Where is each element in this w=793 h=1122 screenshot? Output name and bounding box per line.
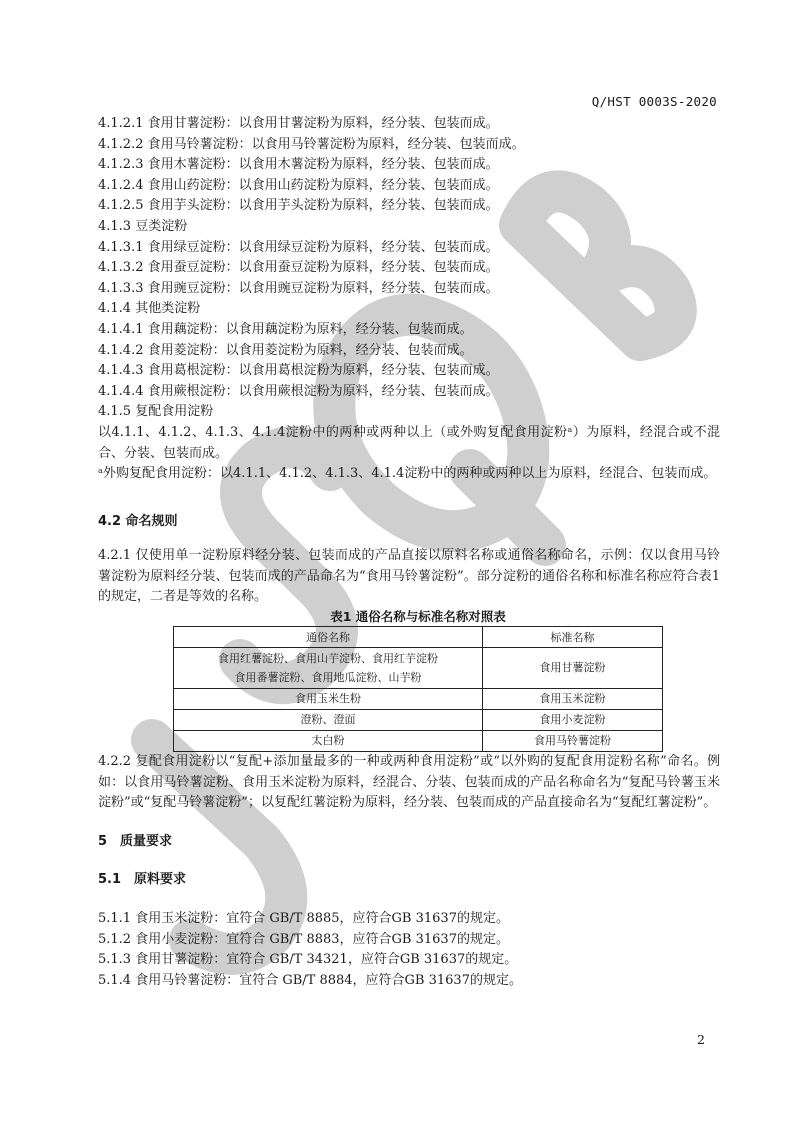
clause-line: 4.1.2.5 食用芋头淀粉：以食用芋头淀粉为原料，经分装、包装而成。 — [98, 198, 499, 214]
compound-starch-definition: 以4.1.1、4.1.2、4.1.3、4.1.4淀粉中的两种或两种以上（或外购复配食用淀粉ᵃ）为原料，经混合或不混合、分装、包装而成。 — [98, 424, 720, 461]
clause-line: 4.1.2.3 食用木薯淀粉：以食用木薯淀粉为原料，经分装、包装而成。 — [98, 157, 499, 173]
table-row — [174, 689, 663, 710]
clause-line: 5.1.1 食用玉米淀粉：宜符合 GB/T 8885，应符合GB 31637的规定。 — [98, 911, 509, 927]
table-cell-common-name — [174, 648, 483, 689]
clause-line: 4.1.4.2 食用菱淀粉：以食用菱淀粉为原料，经分装、包装而成。 — [98, 342, 473, 358]
table-cell-standard-name: 食用马铃薯淀粉 — [483, 731, 663, 752]
clause-line: 4.1.2.1 食用甘薯淀粉：以食用甘薯淀粉为原料，经分装、包装而成。 — [98, 116, 499, 131]
clause-line: 4.1.3.2 食用蚕豆淀粉：以食用蚕豆淀粉为原料，经分装、包装而成。 — [98, 260, 499, 276]
table-caption: 表1 通俗名称与标准名称对照表 — [330, 609, 506, 625]
clause-heading: 4.1.5 复配食用淀粉 — [98, 404, 214, 420]
naming-rule-paragraph-2: 4.2.2 复配食用淀粉以“复配+添加量最多的一种或两种食用淀粉”或“以外购的复配食用淀粉名称”命名。例如：以食用马铃薯淀粉、食用玉米淀粉为原料，经混合、分装、包装而成的产品名称命名为“复配马铃薯玉米淀粉”或“复配马铃薯淀粉”；以复配红薯淀粉为原料，经分装、包装而成的产品直接命名为“复配红薯淀粉”。 — [98, 754, 720, 811]
clause-line: 4.1.4.4 食用蕨根淀粉：以食用蕨根淀粉为原料，经分装、包装而成。 — [98, 383, 499, 399]
naming-rule-paragraph-1: 4.2.1 仅使用单一淀粉原料经分装、包装而成的产品直接以原料名称或通俗名称命名，示例：仅以食用马铃薯淀粉为原料经分装、包装而成的产品命名为“食用马铃薯淀粉”。部分淀粉的通俗名称和标准名称应符合表1的规定，二者是等效的名称。 — [98, 548, 720, 605]
clause-line: 4.1.3.3 食用豌豆淀粉：以食用豌豆淀粉为原料，经分装、包装而成。 — [98, 280, 499, 296]
clause-heading: 4.1.3 豆类淀粉 — [98, 218, 188, 234]
page-content — [98, 114, 720, 991]
footnote: ᵃ外购复配食用淀粉：以4.1.1、4.1.2、4.1.3、4.1.4淀粉中的两种或两种以上为原料，经混合、包装而成。 — [98, 466, 717, 482]
table-cell-common-name: 食用玉米生粉 — [174, 689, 483, 710]
cell-line: 食用红薯淀粉、食用山芋淀粉、食用红芋淀粉 — [218, 652, 438, 666]
clause-heading: 4.1.4 其他类淀粉 — [98, 301, 201, 317]
table-cell-common-name: 太白粉 — [174, 731, 483, 752]
clause-line: 4.1.4.1 食用藕淀粉：以食用藕淀粉为原料，经分装、包装而成。 — [98, 321, 473, 337]
table-cell-standard-name: 食用小麦淀粉 — [483, 710, 663, 731]
section-heading-naming-rules: 4.2 命名规则 — [98, 513, 178, 529]
page-number: 2 — [697, 1032, 705, 1047]
clause-line: 4.1.2.2 食用马铃薯淀粉：以食用马铃薯淀粉为原料，经分装、包装而成。 — [98, 136, 525, 152]
table-header-common-name: 通俗名称 — [174, 627, 483, 648]
table-header-standard-name: 标准名称 — [483, 627, 663, 648]
name-comparison-table — [173, 626, 663, 752]
clause-line: 5.1.4 食用马铃薯淀粉：宜符合 GB/T 8884，应符合GB 31637的规定。 — [98, 972, 522, 988]
clause-line: 4.1.2.4 食用山药淀粉：以食用山药淀粉为原料，经分装、包装而成。 — [98, 177, 499, 193]
table-cell-common-name: 澄粉、澄面 — [174, 710, 483, 731]
clause-line: 4.1.3.1 食用绿豆淀粉：以食用绿豆淀粉为原料，经分装、包装而成。 — [98, 239, 499, 255]
table-row — [174, 710, 663, 731]
table-cell-standard-name: 食用玉米淀粉 — [483, 689, 663, 710]
section-4-1-list — [98, 114, 720, 423]
section-heading-raw-materials: 5.1 原料要求 — [98, 872, 187, 888]
table-row — [174, 731, 663, 752]
clause-line: 4.1.4.3 食用葛根淀粉：以食用葛根淀粉为原料，经分装、包装而成。 — [98, 363, 499, 379]
cell-line: 食用番薯淀粉、食用地瓜淀粉、山芋粉 — [234, 671, 422, 685]
table-row — [174, 648, 663, 689]
clause-line: 5.1.3 食用甘薯淀粉：宜符合 GB/T 34321，应符合GB 31637的规定。 — [98, 952, 518, 968]
section-heading-quality: 5 质量要求 — [98, 833, 173, 849]
clause-line: 5.1.2 食用小麦淀粉：宜符合 GB/T 8883，应符合GB 31637的规定。 — [98, 931, 509, 947]
table-header-row — [174, 627, 663, 648]
table-cell-standard-name: 食用甘薯淀粉 — [483, 648, 663, 689]
document-code: Q/HST 0003S-2020 — [591, 94, 717, 109]
